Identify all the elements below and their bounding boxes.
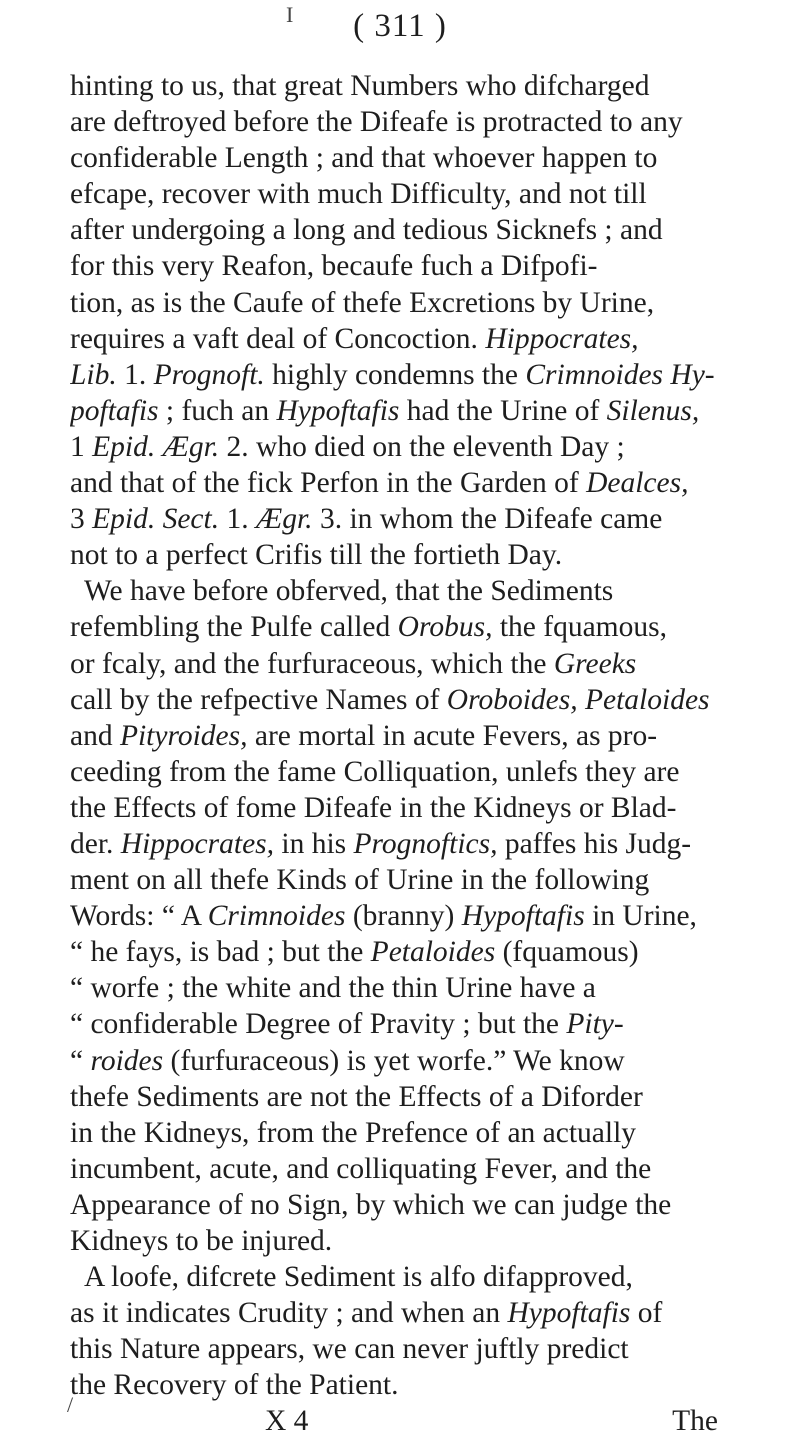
text-line — [70, 790, 770, 826]
text-run: are deftroyed before the Difeafe is protracted to any — [70, 106, 683, 139]
text-line — [70, 1187, 770, 1223]
text-run: paffes his Judg- — [497, 827, 692, 860]
italic-text: poftafis — [70, 394, 159, 427]
text-run: efcape, recover with much Difficulty, and not till — [70, 178, 647, 211]
text-run: 2. who died on the eleventh Day ; — [219, 430, 625, 463]
text-run: incumbent, acute, and colliquating Fever, and the — [70, 1152, 652, 1185]
text-line — [70, 1151, 770, 1187]
text-run: requires a vaft deal of Concoction. — [70, 322, 486, 355]
text-run: ment on all thefe Kinds of Urine in the following — [70, 864, 650, 897]
italic-text: Crimnoides Hy- — [525, 358, 715, 391]
text-line — [70, 357, 770, 393]
text-run: 1 — [70, 430, 93, 463]
italic-text: Hippocrates, — [485, 322, 639, 355]
text-line — [70, 970, 770, 1006]
text-run: of — [630, 1297, 663, 1330]
italic-text: Crimnoides — [207, 900, 346, 933]
text-line — [70, 537, 770, 573]
text-run: (fquamous) — [495, 936, 639, 969]
text-run: and that of the fick Perfon in the Garden of — [70, 467, 587, 500]
text-run: thefe Sediments are not the Effects of a Diforder — [70, 1080, 643, 1113]
italic-text: Epid. Ægr. — [92, 430, 220, 463]
text-run: in the Kidneys, from the Prefence of an actually — [70, 1116, 637, 1149]
text-run: 3. in whom the Difeafe came — [312, 503, 663, 536]
text-line — [70, 646, 770, 682]
text-line — [70, 609, 770, 645]
italic-text: Prognoftics, — [353, 827, 498, 860]
text-line — [70, 1259, 770, 1295]
text-run: hinting to us, that great Numbers who difcharged — [70, 70, 650, 102]
italic-text: Epid. Sect. — [92, 503, 220, 536]
text-run: confiderable Length ; and that whoever happen to — [70, 142, 658, 175]
text-run: after undergoing a long and tedious Sicknefs ; and — [70, 214, 663, 247]
text-run: 1. — [219, 503, 256, 536]
italic-text: Lib. — [70, 358, 125, 391]
italic-text: Silenus, — [606, 394, 700, 427]
italic-text: Pity- — [566, 1008, 624, 1041]
text-line — [70, 1043, 770, 1079]
text-line — [70, 501, 770, 537]
text-line — [70, 104, 770, 140]
top-margin-mark: I — [286, 2, 294, 27]
page-number: ( 311 ) — [353, 8, 447, 44]
text-run: or fcaly, and the furfuraceous, which the — [70, 647, 554, 680]
text-line — [70, 321, 770, 357]
bottom-margin-mark: / — [67, 1392, 74, 1417]
text-run: and — [70, 719, 120, 752]
text-line — [70, 429, 770, 465]
text-line — [70, 1331, 770, 1367]
text-run: highly condemns the — [264, 358, 526, 391]
text-run: “ worfe ; the white and the thin Urine have a — [70, 972, 596, 1005]
text-run: the fquamous, — [492, 611, 667, 644]
text-run: “ confiderable Degree of Pravity ; but the — [70, 1008, 567, 1041]
text-line — [70, 285, 770, 321]
text-run: not to a perfect Crifis till the fortieth Day. — [70, 539, 563, 572]
text-run: refembling the Pulfe called — [70, 611, 398, 644]
italic-text: Hypoftafis — [507, 1297, 631, 1330]
text-line — [70, 573, 770, 609]
text-run: der. — [70, 827, 121, 860]
text-run: (furfuraceous) is yet worfe.” We know — [163, 1044, 625, 1077]
italic-text: roides — [90, 1044, 164, 1077]
text-run: 1. — [124, 358, 154, 391]
text-line — [70, 1006, 770, 1042]
italic-text: Hypoftafis — [461, 900, 585, 933]
text-line — [70, 898, 770, 934]
text-line — [70, 934, 770, 970]
text-run: ; fuch an — [158, 394, 277, 427]
text-line — [70, 393, 770, 429]
text-run: Words: “ A — [70, 900, 208, 933]
text-line — [70, 465, 770, 501]
text-line — [70, 1115, 770, 1151]
text-run: for this very Reafon, becaufe fuch a Difpofi- — [70, 250, 598, 283]
text-run: “ he fays, is bad ; but the — [70, 936, 371, 969]
text-line — [70, 682, 770, 718]
italic-text: Dealces, — [586, 467, 689, 500]
text-run: in Urine, — [584, 900, 697, 933]
italic-text: Oroboides, Petaloides — [446, 683, 710, 716]
text-run: Appearance of no Sign, by which we can judge the — [70, 1188, 672, 1221]
italic-text: Hippocrates, — [120, 827, 275, 860]
text-run: the Effects of fome Difeafe in the Kidneys or Blad- — [70, 791, 677, 824]
text-line — [70, 212, 770, 248]
text-line — [70, 1223, 770, 1259]
text-run: had the Urine of — [399, 394, 607, 427]
text-line — [70, 248, 770, 284]
text-line — [70, 1367, 770, 1403]
body-text — [70, 68, 770, 1440]
italic-text: Greeks — [553, 647, 637, 680]
text-run: in his — [274, 827, 354, 860]
text-line — [70, 68, 770, 104]
text-run: “ — [70, 1044, 91, 1077]
text-line — [70, 862, 770, 898]
text-run: We have before obferved, that the Sediments — [84, 575, 614, 608]
italic-text: Orobus, — [397, 611, 493, 644]
text-run: tion, as is the Caufe of thefe Excretions by Urine, — [70, 286, 655, 319]
text-line — [70, 754, 770, 790]
catchword: The — [672, 1405, 718, 1438]
text-line — [70, 176, 770, 212]
text-run: call by the refpective Names of — [70, 683, 447, 716]
italic-text: Pityroides, — [119, 719, 248, 752]
text-line — [70, 718, 770, 754]
page-number-value: 311 — [374, 8, 426, 44]
text-line — [70, 140, 770, 176]
text-run: A loofe, difcrete Sediment is alfo difapproved, — [84, 1261, 633, 1294]
text-line — [70, 1295, 770, 1331]
italic-text: Prognoft. — [153, 358, 265, 391]
text-run: ceeding from the fame Colliquation, unlefs they are — [70, 755, 680, 788]
text-run: (branny) — [345, 900, 462, 933]
text-run: are mortal in acute Fevers, as pro- — [247, 719, 658, 752]
text-run: 3 — [70, 503, 93, 536]
italic-text: Hypoftafis — [276, 394, 400, 427]
text-run: as it indicates Crudity ; and when an — [70, 1297, 508, 1330]
text-run: Kidneys to be injured. — [70, 1225, 333, 1257]
signature-mark: X 4 — [265, 1405, 309, 1438]
text-line — [70, 826, 770, 862]
text-line — [70, 1079, 770, 1115]
text-run: this Nature appears, we can never juftly predict — [70, 1333, 629, 1366]
italic-text: Ægr. — [255, 503, 313, 536]
text-run: the Recovery of the Patient. — [70, 1369, 399, 1402]
italic-text: Petaloides — [370, 936, 496, 969]
